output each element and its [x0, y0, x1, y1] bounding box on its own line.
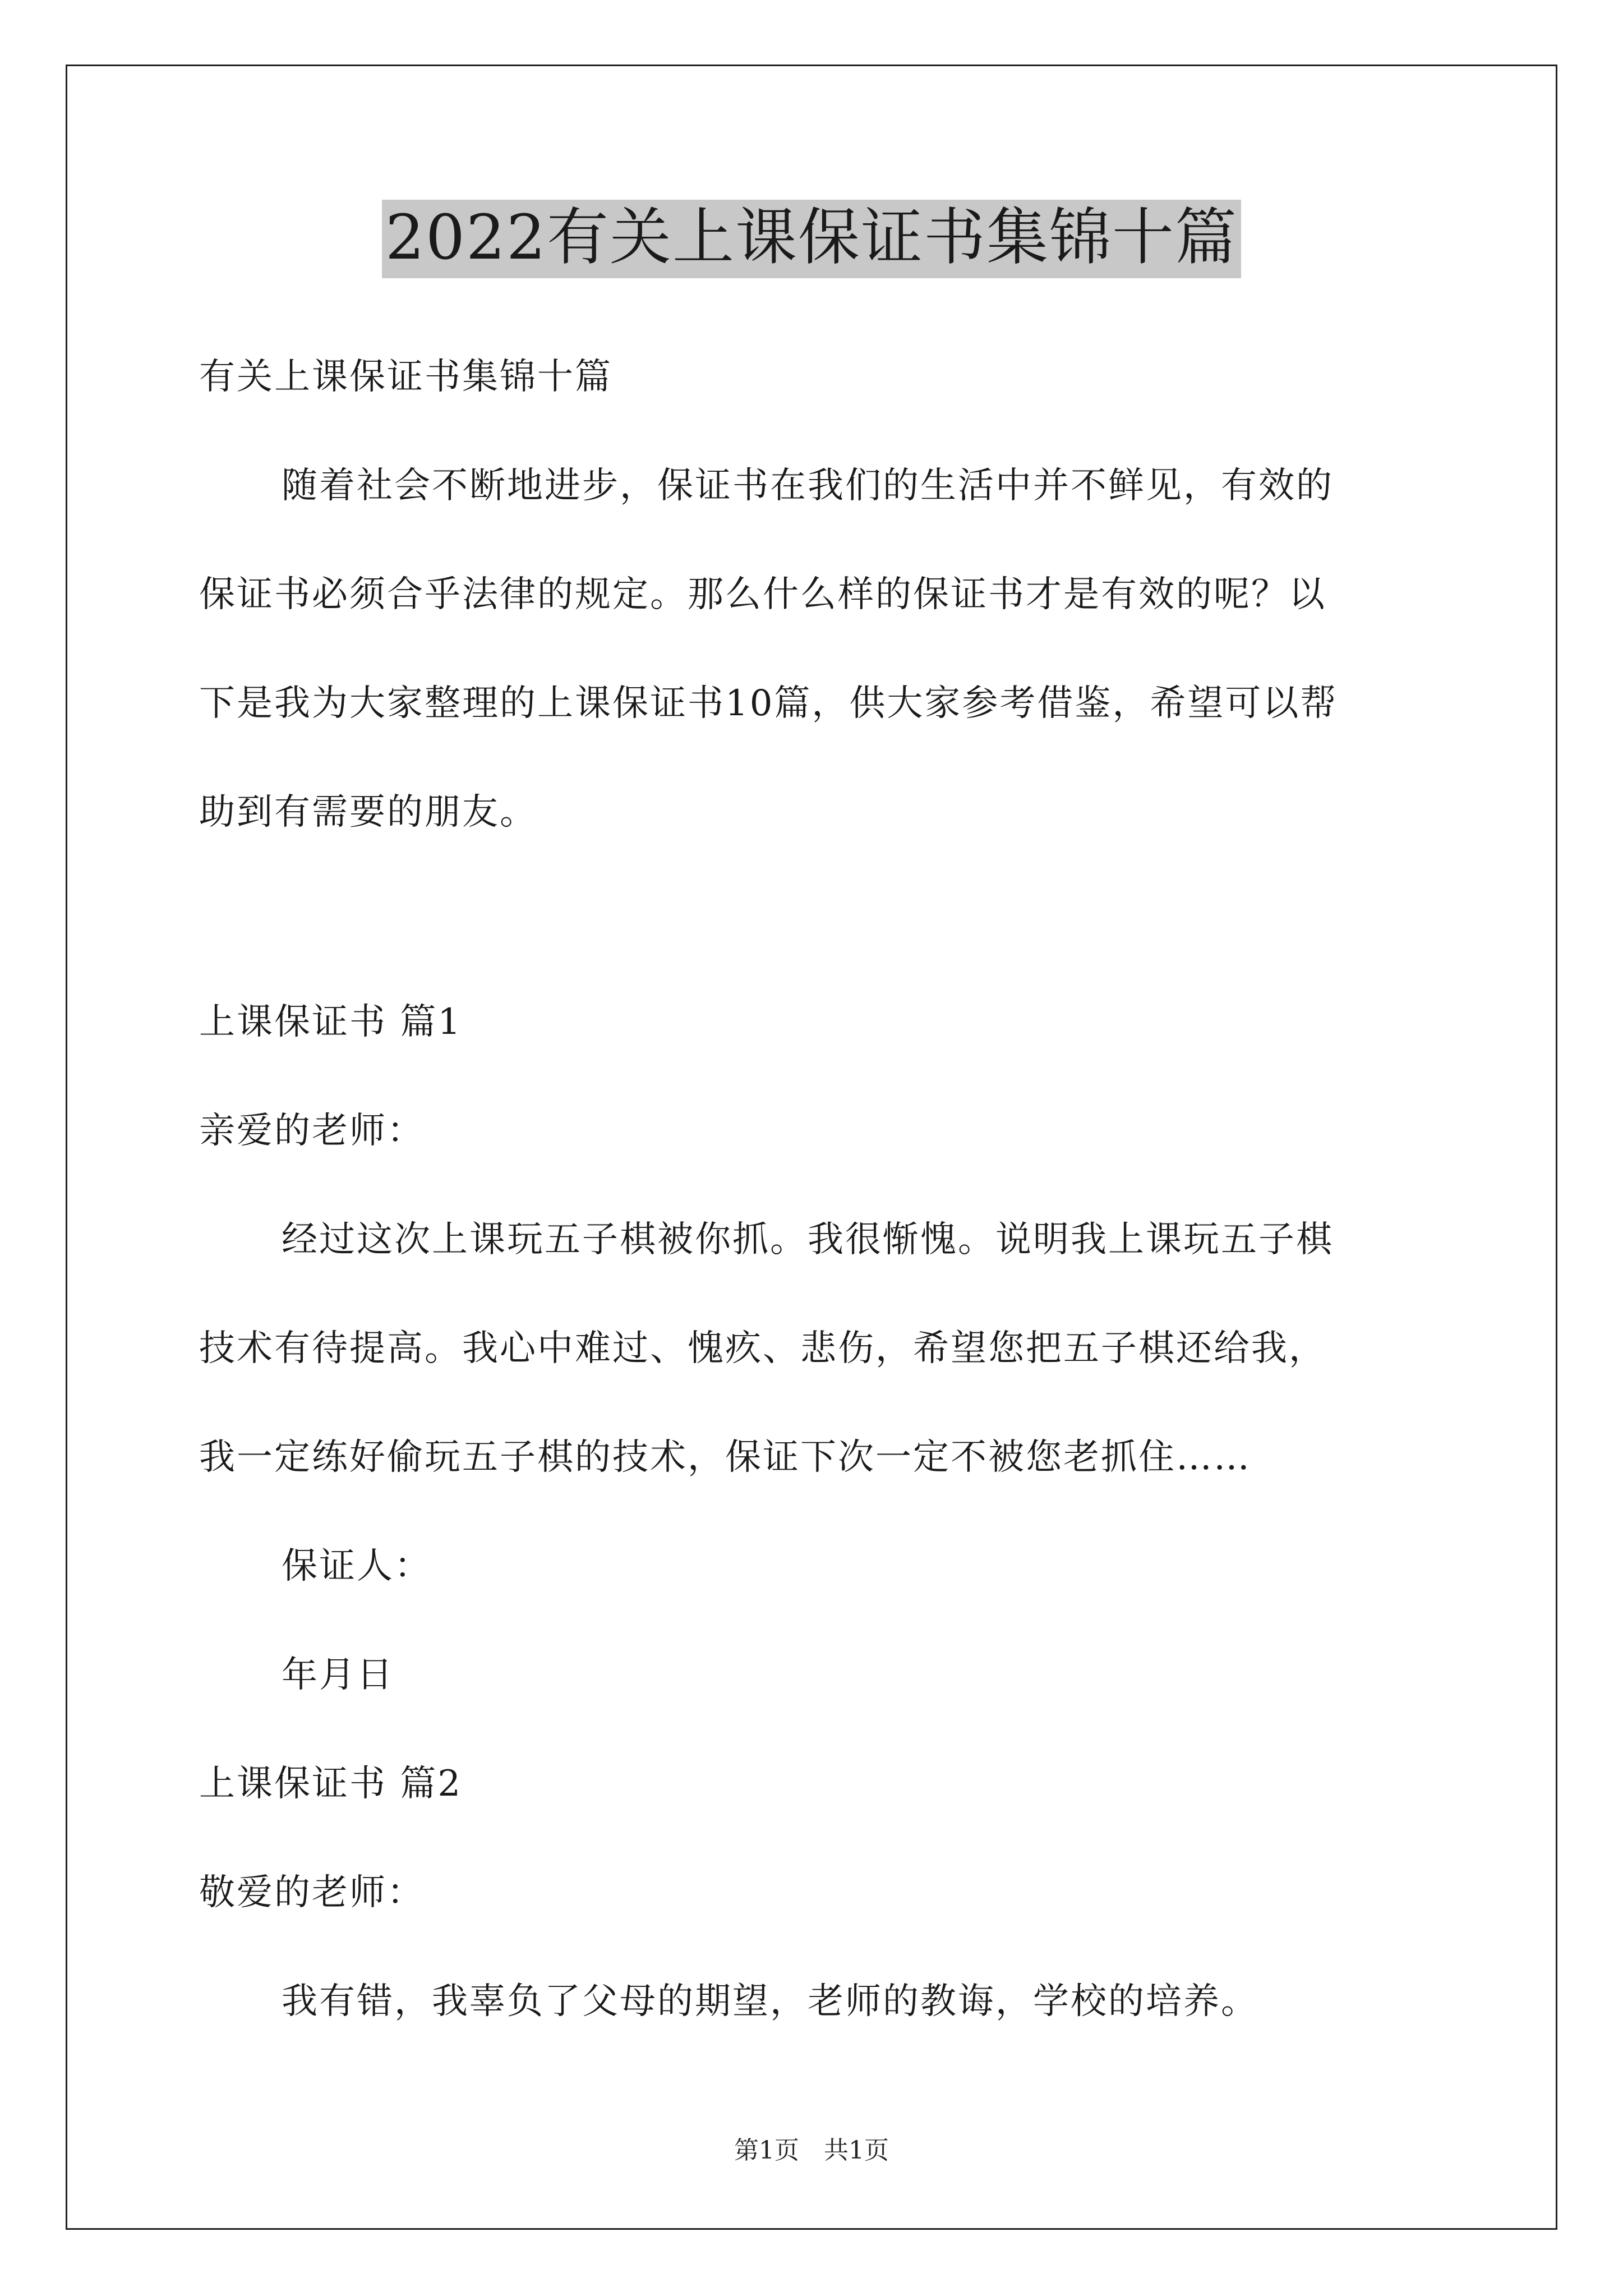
body-1-line-2: 技术有待提高。我心中难过、愧疚、悲伤，希望您把五子棋还给我， — [199, 1328, 1326, 1369]
title-text: 2022有关上课保证书集锦十篇 — [382, 200, 1241, 278]
section-heading-2: 上课保证书 篇2 — [199, 1763, 463, 1805]
body-2-line-1: 我有错，我辜负了父母的期望，老师的教诲，学校的培养。 — [282, 1981, 1258, 2022]
document-title — [0, 200, 1623, 278]
page-footer: 第1页 共1页 — [734, 2136, 889, 2165]
intro-paragraph-line-1: 随着社会不断地进步，保证书在我们的生活中并不鲜见，有效的 — [282, 465, 1334, 507]
section-heading-1: 上课保证书 篇1 — [199, 1001, 463, 1043]
subtitle-line: 有关上课保证书集锦十篇 — [199, 356, 612, 398]
body-1-line-1: 经过这次上课玩五子棋被你抓。我很惭愧。说明我上课玩五子棋 — [282, 1219, 1334, 1260]
body-1-line-3: 我一定练好偷玩五子棋的技术，保证下次一定不被您老抓住…… — [199, 1437, 1251, 1478]
intro-paragraph-line-2: 保证书必须合乎法律的规定。那么什么样的保证书才是有效的呢？以 — [199, 574, 1326, 615]
salutation-2: 敬爱的老师： — [199, 1872, 425, 1913]
signature-label: 保证人： — [282, 1545, 432, 1587]
intro-paragraph-line-4: 助到有需要的朋友。 — [199, 792, 537, 833]
date-label: 年月日 — [282, 1654, 394, 1696]
salutation-1: 亲爱的老师： — [199, 1110, 425, 1152]
intro-paragraph-line-3: 下是我为大家整理的上课保证书10篇，供大家参考借鉴，希望可以帮 — [199, 683, 1338, 724]
